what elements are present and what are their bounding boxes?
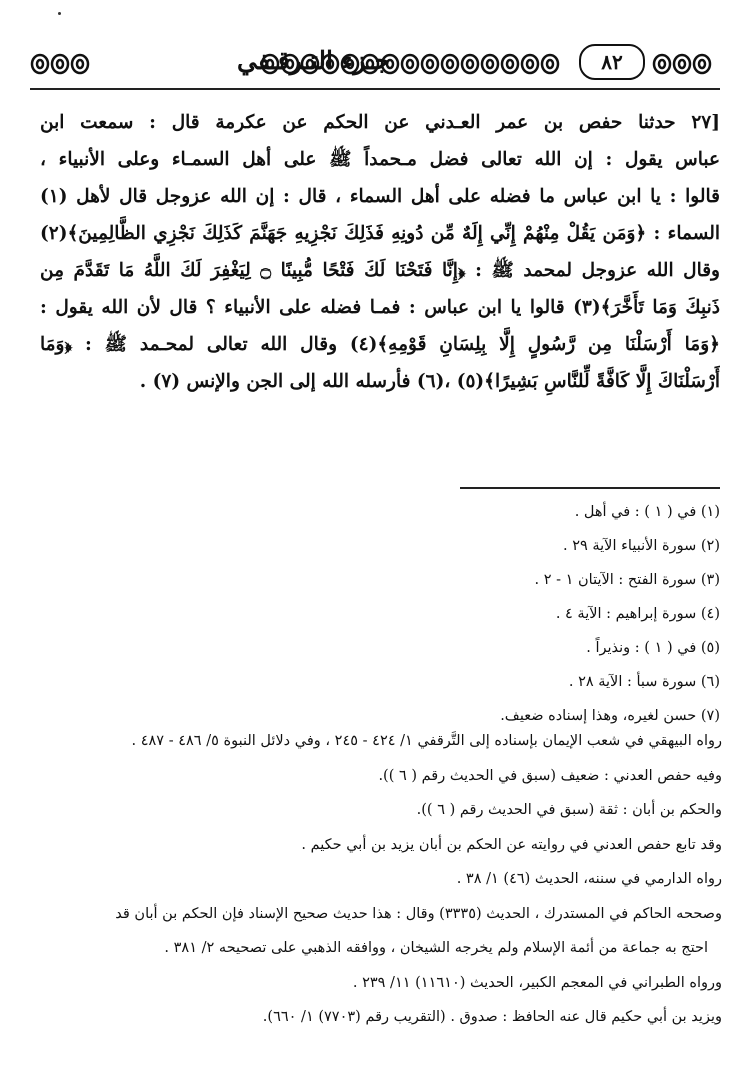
takhrij-commentary xyxy=(40,724,722,1035)
book-title: جـزء التـرقـفي xyxy=(236,46,390,75)
commentary-line: وقد تابع حفص العدني في روايته عن الحكم بن أبان يزيد بن أبي حكيم . xyxy=(301,836,722,853)
commentary-line: رواه البيهقي في شعب الإيمان بإسناده إلى التَّرقفي ١/ ٤٢٤ - ٢٤٥ ، وفي دلائل النبوة ٥/ ٤٨٦ - ٤٨٧ . xyxy=(131,733,722,749)
commentary-line: والحكم بن أبان : ثقة (سبق في الحديث رقم ( ٦ )). xyxy=(416,802,722,818)
footnote: (٤) سورة إبراهيم : الآية ٤ . xyxy=(555,606,720,622)
ornament-left-icon xyxy=(30,52,90,76)
hadith-number: [٢٧ xyxy=(691,112,720,133)
commentary-line: رواه الدارمي في سننه، الحديث (٤٦) ١/ ٣٨ . xyxy=(456,871,722,887)
page-number: ٨٢ xyxy=(579,44,645,80)
hadith-line: عباس يقول : إن الله تعالى فضل مـحمداً ﷺ على أهل السمـاء وعلى الأنبياء ، xyxy=(40,149,720,170)
page-header xyxy=(30,40,720,88)
footnote: (١) في ( ١ ) : في أهل . xyxy=(574,504,720,520)
commentary-line: وفيه حفص العدني : ضعيف (سبق في الحديث رقم ( ٦ )). xyxy=(378,767,722,784)
hadith-line: أَرْسَلْنَاكَ إِلَّا كَافَّةً لِّلنَّاسِ بَشِيرًا﴾(٥) ،(٦) فأرسله الله إلى الجن والإنس (٧) . xyxy=(139,371,720,392)
commentary-line: وصححه الحاكم في المستدرك ، الحديث (٣٣٣٥) وقال : هذا حديث صحيح الإسناد فإن الحكم بن أبان قد xyxy=(115,905,722,922)
footnote: (٧) حسن لغيره، وهذا إسناده ضعيف. xyxy=(500,708,720,724)
header-rule xyxy=(30,88,720,90)
commentary-line: احتج به جماعة من أئمة الإسلام ولم يخرجه الشيخان ، ووافقه الذهبي على تصحيحه ٢/ ٣٨١ . xyxy=(164,940,708,956)
hadith-line: ذَنبِكَ وَمَا تَأَخَّرَ﴾(٣) قالوا يا ابن عباس : فمـا فضله على الأنبياء ؟ قال لأن الله يقول : xyxy=(40,297,720,318)
hadith-line: قالوا : يا ابن عباس ما فضله على أهل السماء ، قال : إن الله عزوجل قال لأهل (١) xyxy=(40,186,720,207)
footnote: (٢) سورة الأنبياء الآية ٢٩ . xyxy=(562,538,720,554)
hadith-line: السماء : ﴿وَمَن يَقُلْ مِنْهُمْ إِنِّي إِلَهٌ مِّن دُونِهِ فَذَلِكَ نَجْزِيهِ جَهَنَّمَ كَذَلِكَ نَجْزِي الظَّالِمِينَ﴾(٢) xyxy=(40,223,720,244)
footnote: (٥) في ( ١ ) : ونذيراً . xyxy=(586,640,720,656)
footnote-separator xyxy=(460,487,720,489)
footnote: (٣) سورة الفتح : الآيتان ١ - ٢ . xyxy=(534,572,720,588)
hadith-line: [٢٧ حدثنا حفص بن عمر العـدني عن الحكم عن عكرمة قال : سمعت ابن xyxy=(40,112,720,133)
commentary-line: ورواه الطبراني في المعجم الكبير، الحديث (١١٦١٠) ١١/ ٢٣٩ . xyxy=(352,974,722,991)
speck-mark xyxy=(58,12,61,15)
hadith-line: ﴿وَمَا أَرْسَلْنَا مِن رَّسُولٍ إِلَّا بِلِسَانِ قَوْمِهِ﴾(٤) وقال الله تعالى لمحـمد ﷺ : ﴿وَمَا xyxy=(40,334,720,355)
hadith-line: وقال الله عزوجل لمحمد ﷺ : ﴿إِنَّا فَتَحْنَا لَكَ فَتْحًا مُّبِينًا ۝ لِيَغْفِرَ لَكَ اللَّهُ مَا تَقَدَّمَ مِن xyxy=(40,260,720,281)
ornament-right-icon xyxy=(652,52,712,76)
ornament-middle-icon xyxy=(260,52,570,76)
commentary-line: ويزيد بن أبي حكيم قال عنه الحافظ : صدوق . (التقريب رقم (٧٧٠٣) ١/ ٦٦٠). xyxy=(262,1009,722,1025)
footnotes xyxy=(40,495,720,733)
hadith-text xyxy=(40,104,720,400)
footnote: (٦) سورة سبأ : الآية ٢٨ . xyxy=(568,674,720,690)
